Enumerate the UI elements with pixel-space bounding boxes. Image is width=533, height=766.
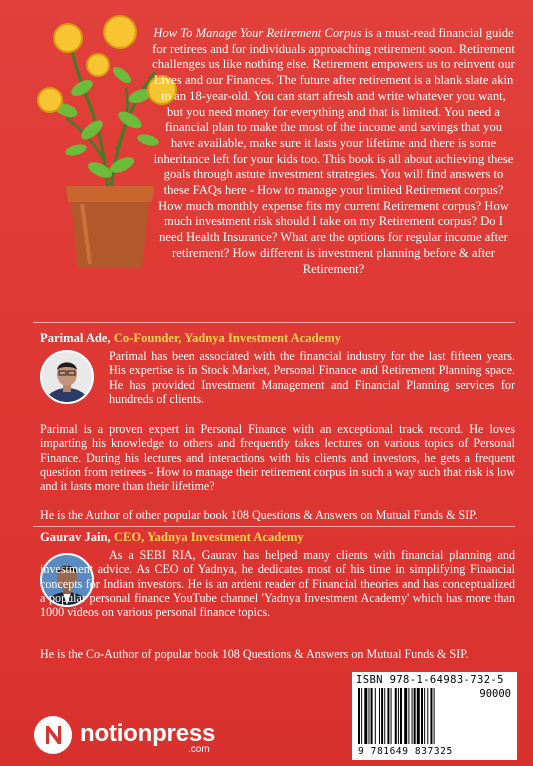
avatar-parimal: [40, 350, 94, 404]
divider: [33, 526, 515, 527]
book-description: [152, 26, 515, 277]
book-title: How To Manage Your Retirement Corpus: [153, 26, 362, 40]
author-bio-parimal-3: He is the Author of other popular book 108 Questions & Answers on Mutual Funds & SIP.: [40, 508, 478, 522]
author-bio-gaurav-1: As a SEBI RIA, Gaurav has helped many clients with financial planning and investment advice. As CEO of Yadnya, he dedicates most of his time in simplifying Financial concepts for Indian investors. He is an ardent reader of Financial theories and has conceptualized a popular personal finance YouTube channel 'Yadnya Investment Academy' which has more than 1000 videos on various personal finance topics.: [40, 548, 515, 620]
publisher-suffix: .com: [188, 744, 210, 755]
author-heading-gaurav: [40, 530, 304, 545]
author-role: Co-Founder, Yadnya Investment Academy: [113, 331, 341, 345]
barcode-digits: 9 781649 837325: [358, 746, 453, 757]
publisher-name: notionpress: [80, 720, 216, 747]
author-role: CEO, Yadnya Investment Academy: [113, 530, 304, 544]
divider: [33, 322, 515, 323]
publisher-logo: [34, 716, 234, 756]
author-bio-gaurav-2: He is the Co-Author of popular book 108 Questions & Answers on Mutual Funds & SIP.: [40, 647, 469, 661]
author-bio-parimal-1: Parimal has been associated with the financial industry for the last fifteen years. His expertise is in Stock Market, Personal Finance and Retirement Planning space. He has provided Investment Management and Financial Planning services for hundreds of clients.: [109, 349, 515, 406]
author-bio-parimal-2: Parimal is a proven expert in Personal Finance with an exceptional track record. He loves imparting his knowledge to others and frequently takes lectures on various topics of Personal Finance. During his lectures and interactions with his clients and investors, he gets a frequent question from retirees - How to manage their retirement corpus in such a way such that risk is low and it lasts more than their lifetime?: [40, 422, 515, 494]
author-name: Gaurav Jain,: [40, 530, 111, 544]
author-name: Parimal Ade,: [40, 331, 111, 345]
book-description-text: is a must-read financial guide for retirees and for individuals approaching retirement soon. Retirement challenges us like nothing else. Retirement empowers us to reinvent our Lives and our Finances. The future after retirement is a blank slate akin to an 18-year-old. You can start afresh and write whatever you want, but you need money for everything and that is limited. You need a financial plan to make the most of the income and savings that you have available, make sure it lasts your lifetime and there is some inheritance left for your kids too. This book is all about achieving these goals through astute investment strategies. You will find answers to these FAQs here - How to manage your limited Retirement corpus? How much monthly expense fits my current Retirement corpus? How much investment risk should I take on my Retirement corpus? Do I need Health Insurance? What are the options for regular income after retirement? How different is investment planning before & after Retirement?: [152, 26, 515, 276]
author-heading-parimal: [40, 331, 341, 346]
barcode-bars: [356, 688, 476, 746]
isbn-number: ISBN 978-1-64983-732-5: [356, 674, 504, 686]
isbn-barcode: [352, 672, 517, 760]
notionpress-logo-icon: [34, 716, 72, 754]
price-code: 90000: [479, 688, 511, 700]
